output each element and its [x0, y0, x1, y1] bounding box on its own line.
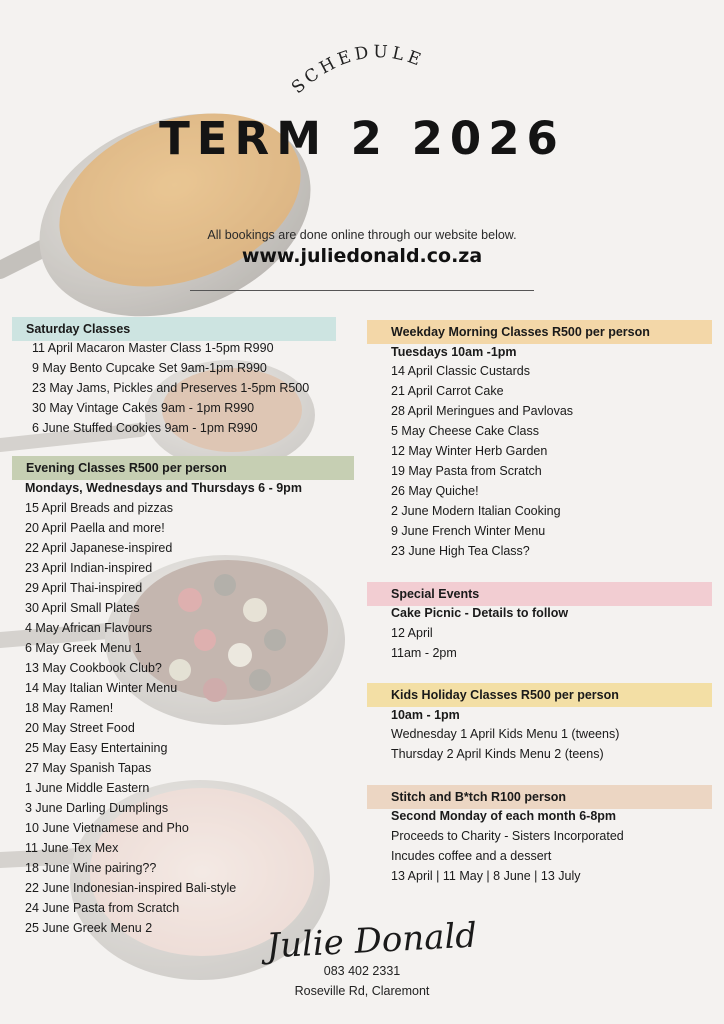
footer-address: Roseville Rd, Claremont	[294, 984, 430, 998]
list-item: Proceeds to Charity - Sisters Incorporated	[391, 829, 624, 843]
list-item: 21 April Carrot Cake	[391, 384, 504, 398]
list-item: 5 May Cheese Cake Class	[391, 424, 539, 438]
list-item: 14 May Italian Winter Menu	[25, 681, 178, 695]
stitch-heading: Stitch and B*tch R100 person	[367, 785, 712, 809]
list-item: 4 May African Flavours	[25, 621, 153, 635]
website-link[interactable]: www.juliedonald.co.za	[241, 245, 483, 267]
evening-classes-list	[25, 498, 236, 938]
list-item: 30 May Vintage Cakes 9am - 1pm R990	[32, 401, 255, 415]
list-item: 28 April Meringues and Pavlovas	[391, 404, 574, 418]
list-item: 15 April Breads and pizzas	[25, 501, 174, 515]
special-events-list	[391, 623, 457, 663]
list-item: Thursday 2 April Kinds Menu 2 (teens)	[391, 747, 604, 761]
list-item: 29 April Thai-inspired	[25, 581, 143, 595]
list-item: 9 June French Winter Menu	[391, 524, 546, 538]
list-item: 26 May Quiche!	[391, 484, 479, 498]
list-item: Wednesday 1 April Kids Menu 1 (tweens)	[391, 727, 620, 741]
list-item: 23 May Jams, Pickles and Preserves 1-5pm R500	[32, 381, 310, 395]
weekday-classes-list	[391, 361, 573, 561]
list-item: 22 June Indonesian-inspired Bali-style	[25, 881, 237, 895]
list-item: 23 April Indian-inspired	[25, 561, 153, 575]
list-item: 1 June Middle Eastern	[25, 781, 150, 795]
schedule-arc-heading	[262, 30, 482, 120]
special-events-heading: Special Events	[367, 582, 712, 606]
list-item: 6 May Greek Menu 1	[25, 641, 142, 655]
list-item: 19 May Pasta from Scratch	[391, 464, 542, 478]
list-item: 14 April Classic Custards	[391, 364, 530, 378]
saturday-classes-list	[32, 338, 309, 438]
list-item: 9 May Bento Cupcake Set 9am-1pm R990	[32, 361, 267, 375]
weekday-classes-heading: Weekday Morning Classes R500 per person	[367, 320, 712, 344]
evening-classes-days: Mondays, Wednesdays and Thursdays 6 - 9pm	[25, 481, 302, 495]
list-item: 25 May Easy Entertaining	[25, 741, 168, 755]
evening-classes-heading: Evening Classes R500 per person	[12, 456, 354, 480]
special-events-title: Cake Picnic - Details to follow	[391, 606, 569, 620]
svg-text:SCHEDULE	[288, 42, 427, 98]
kids-classes-heading: Kids Holiday Classes R500 per person	[367, 683, 712, 707]
list-item: 11 June Tex Mex	[25, 841, 119, 855]
list-item: 20 April Paella and more!	[25, 521, 165, 535]
list-item: 3 June Darling Dumplings	[25, 801, 169, 815]
list-item: 11 April Macaron Master Class 1-5pm R990	[32, 341, 274, 355]
stitch-schedule: Second Monday of each month 6-8pm	[391, 809, 617, 823]
list-item: 13 May Cookbook Club?	[25, 661, 162, 675]
kids-classes-list	[391, 724, 619, 764]
stitch-details-list	[391, 826, 624, 886]
list-item: 12 May Winter Herb Garden	[391, 444, 548, 458]
list-item: 20 May Street Food	[25, 721, 135, 735]
page-title: TERM 2 2026	[159, 112, 565, 165]
list-item: 24 June Pasta from Scratch	[25, 901, 180, 915]
list-item: 12 April	[391, 626, 433, 640]
footer-phone: 083 402 2331	[323, 964, 401, 978]
kids-classes-time: 10am - 1pm	[391, 708, 460, 722]
saturday-classes-heading: Saturday Classes	[12, 317, 336, 341]
list-item: 25 June Greek Menu 2	[25, 921, 153, 935]
schedule-arc-text: SCHEDULE	[287, 42, 428, 99]
booking-intro: All bookings are done online through our website below.	[207, 228, 517, 242]
list-item: 18 June Wine pairing??	[25, 861, 157, 875]
weekday-classes-days: Tuesdays 10am -1pm	[391, 345, 517, 359]
list-item: 22 April Japanese-inspired	[25, 541, 173, 555]
list-item: 11am - 2pm	[391, 646, 457, 660]
list-item: Incudes coffee and a dessert	[391, 849, 552, 863]
list-item: 13 April | 11 May | 8 June | 13 July	[391, 869, 581, 883]
list-item: 23 June High Tea Class?	[391, 544, 530, 558]
divider	[190, 290, 534, 291]
list-item: 30 April Small Plates	[25, 601, 140, 615]
list-item: 10 June Vietnamese and Pho	[25, 821, 189, 835]
signature-text: Julie Donald	[265, 915, 479, 967]
list-item: 27 May Spanish Tapas	[25, 761, 152, 775]
list-item: 6 June Stuffed Cookies 9am - 1pm R990	[32, 421, 258, 435]
list-item: 2 June Modern Italian Cooking	[391, 504, 561, 518]
julie-donald-signature	[252, 906, 492, 968]
list-item: 18 May Ramen!	[25, 701, 114, 715]
